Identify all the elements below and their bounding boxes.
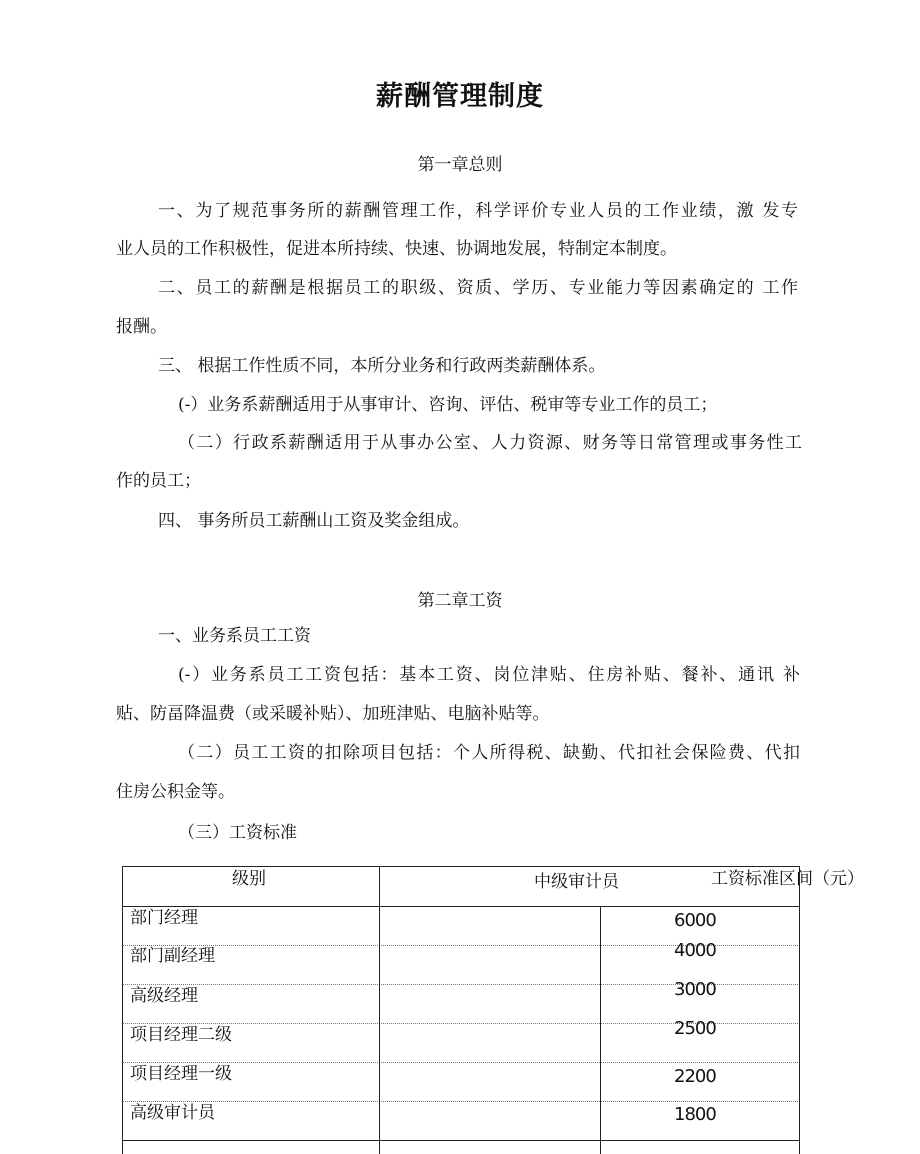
row-level: 部门副经理: [130, 946, 215, 966]
table-header-divider: [122, 906, 800, 907]
section-1-item-b-line-2: 住房公积金等。: [116, 782, 235, 802]
paragraph-3-item-b-line-1: （二）行政系薪酬适用于从事办公室、人力资源、财务等日常管理或事务性工: [178, 433, 802, 453]
section-1-item-b-line-1: （二）员工工资的扣除项目包括：个人所得税、缺勤、代扣社会保险费、代扣: [178, 743, 800, 763]
table-row-divider: [122, 1140, 800, 1141]
row-amount: 2500: [674, 1018, 716, 1039]
chapter-2-heading: 第二章工资: [417, 591, 503, 611]
paragraph-2-line-2: 报酬。: [116, 317, 167, 337]
header-middle-auditor: 中级审计员: [534, 872, 619, 892]
row-level: 高级经理: [130, 986, 198, 1006]
chapter-1-heading: 第一章总则: [417, 155, 503, 175]
row-amount: 2200: [674, 1066, 716, 1087]
paragraph-3-item-b-line-2: 作的员工；: [116, 471, 201, 491]
table-row-divider: [122, 1101, 800, 1102]
row-amount: 4000: [674, 940, 716, 961]
row-level: 项目经理一级: [130, 1064, 232, 1084]
document-title: 薪酬管理制度: [376, 81, 544, 112]
paragraph-3-item-a: (-）业务系薪酬适用于从事审计、咨询、评估、税审等专业工作的员工；: [178, 395, 718, 415]
row-amount: 6000: [674, 910, 716, 931]
row-amount: 3000: [674, 979, 716, 1000]
paragraph-1-line-1: 一、为了规范事务所的薪酬管理工作，科学评价专业人员的工作业绩，激 发专: [158, 201, 798, 221]
table-column-divider: [379, 866, 380, 1154]
paragraph-4: 四、 事务所员工薪酬山工资及奖金组成。: [158, 511, 470, 531]
paragraph-1-line-2: 业人员的工作积极性，促进本所持续、快速、协调地发展，特制定本制度。: [116, 239, 677, 259]
salary-table: [122, 866, 864, 1154]
section-1-heading: 一、业务系员工工资: [158, 626, 311, 646]
paragraph-2-line-1: 二、员工的薪酬是根据员工的职级、资质、学历、专业能力等因素确定的 工作: [158, 278, 798, 298]
section-1-item-a-line-2: 贴、防畐降温费（或采暖补贴）、加班津贴、电脑补贴等。: [116, 704, 550, 724]
table-right-border: [799, 866, 800, 1154]
paragraph-3: 三、 根据工作性质不同，本所分业务和行政两类薪酬体系。: [158, 356, 606, 376]
header-salary-range: 工资标准区间（元）: [711, 869, 864, 889]
row-level: 部门经理: [130, 908, 198, 928]
section-1-item-a-line-1: (-）业务系员工工资包括：基本工资、岗位津贴、住房补贴、餐补、通讯 补: [178, 665, 800, 685]
header-level: 级别: [232, 869, 266, 889]
row-amount: 1800: [674, 1104, 716, 1125]
row-level: 项目经理二级: [130, 1025, 232, 1045]
table-top-border: [122, 866, 800, 867]
section-1-item-c: （三）工资标准: [178, 823, 297, 843]
row-level: 高级审计员: [130, 1103, 215, 1123]
table-left-border: [122, 866, 123, 1154]
table-column-divider: [600, 906, 601, 1154]
